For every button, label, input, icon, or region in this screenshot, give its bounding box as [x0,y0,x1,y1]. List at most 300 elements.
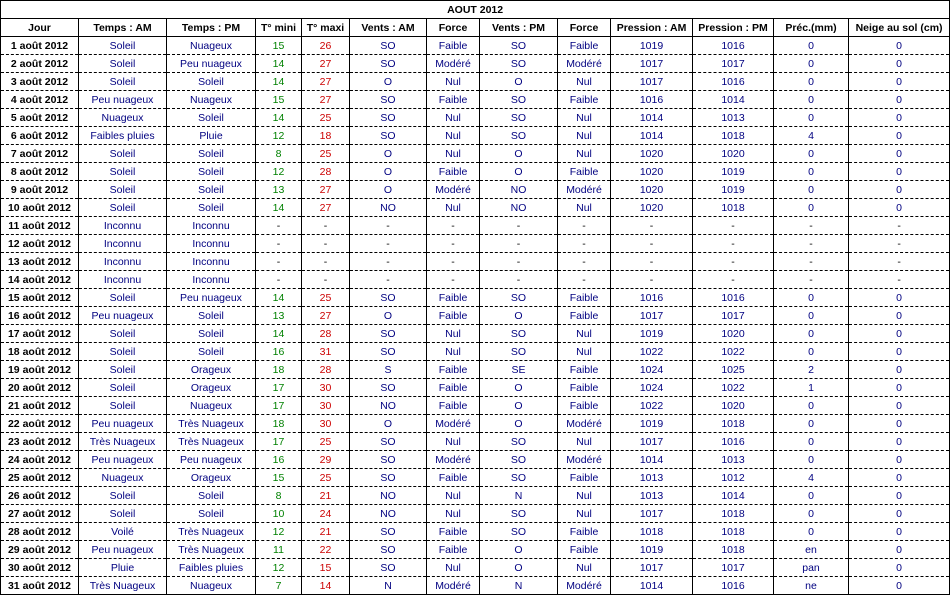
cell-pression-pm[interactable]: 1016 [693,433,774,451]
cell-vents-pm[interactable]: SE [480,361,558,379]
cell-force-pm[interactable]: - [558,217,611,235]
cell-vents-am[interactable]: SO [350,55,427,73]
cell-force-am[interactable]: Faible [427,37,480,55]
cell-precipitation[interactable]: - [774,271,849,289]
cell-temps-pm[interactable]: Inconnu [167,253,256,271]
cell-jour[interactable]: 19 août 2012 [1,361,79,379]
cell-force-pm[interactable]: - [558,253,611,271]
cell-force-am[interactable]: Modéré [427,577,480,595]
cell-temps-am[interactable]: Peu nuageux [79,415,167,433]
cell-force-pm[interactable]: Faible [558,37,611,55]
cell-pression-pm[interactable]: 1017 [693,55,774,73]
header-tmax[interactable]: T° maxi [302,19,350,37]
cell-tmin[interactable]: 14 [256,73,302,91]
cell-temps-pm[interactable]: Inconnu [167,271,256,289]
cell-precipitation[interactable]: 0 [774,145,849,163]
cell-jour[interactable]: 9 août 2012 [1,181,79,199]
cell-temps-am[interactable]: Très Nuageux [79,433,167,451]
cell-tmin[interactable]: 17 [256,397,302,415]
cell-precipitation[interactable]: 0 [774,109,849,127]
cell-vents-am[interactable]: NO [350,199,427,217]
cell-temps-am[interactable]: Inconnu [79,253,167,271]
cell-temps-pm[interactable]: Orageux [167,469,256,487]
cell-force-pm[interactable]: Nul [558,559,611,577]
cell-temps-pm[interactable]: Très Nuageux [167,541,256,559]
cell-jour[interactable]: 13 août 2012 [1,253,79,271]
cell-neige[interactable]: - [849,253,950,271]
cell-temps-pm[interactable]: Très Nuageux [167,433,256,451]
cell-temps-pm[interactable]: Soleil [167,145,256,163]
cell-force-am[interactable]: Modéré [427,55,480,73]
cell-pression-pm[interactable]: - [693,235,774,253]
cell-force-pm[interactable]: Faible [558,523,611,541]
cell-vents-am[interactable]: O [350,181,427,199]
cell-force-pm[interactable]: Faible [558,541,611,559]
cell-temps-am[interactable]: Très Nuageux [79,577,167,595]
cell-temps-pm[interactable]: Peu nuageux [167,289,256,307]
cell-temps-am[interactable]: Inconnu [79,217,167,235]
cell-force-pm[interactable]: Nul [558,199,611,217]
cell-pression-am[interactable]: 1014 [611,127,693,145]
cell-tmax[interactable]: 29 [302,451,350,469]
cell-vents-pm[interactable]: SO [480,127,558,145]
cell-pression-pm[interactable]: 1025 [693,361,774,379]
cell-force-am[interactable]: - [427,217,480,235]
cell-jour[interactable]: 25 août 2012 [1,469,79,487]
cell-pression-am[interactable]: 1020 [611,163,693,181]
cell-vents-am[interactable]: SO [350,379,427,397]
cell-jour[interactable]: 7 août 2012 [1,145,79,163]
cell-temps-am[interactable]: Soleil [79,163,167,181]
cell-force-am[interactable]: - [427,235,480,253]
cell-pression-am[interactable]: 1024 [611,361,693,379]
cell-temps-pm[interactable]: Peu nuageux [167,451,256,469]
cell-force-am[interactable]: - [427,271,480,289]
cell-pression-pm[interactable]: 1019 [693,163,774,181]
cell-force-pm[interactable]: Modéré [558,181,611,199]
cell-force-am[interactable]: Faible [427,541,480,559]
cell-temps-pm[interactable]: Nuageux [167,397,256,415]
cell-force-pm[interactable]: Nul [558,325,611,343]
cell-pression-pm[interactable]: 1022 [693,343,774,361]
cell-tmin[interactable]: 12 [256,559,302,577]
cell-vents-pm[interactable]: SO [480,433,558,451]
cell-vents-pm[interactable]: SO [480,325,558,343]
cell-pression-pm[interactable]: 1018 [693,199,774,217]
cell-tmax[interactable]: 28 [302,163,350,181]
cell-vents-pm[interactable]: O [480,541,558,559]
cell-vents-pm[interactable]: O [480,73,558,91]
cell-precipitation[interactable]: 0 [774,523,849,541]
cell-vents-pm[interactable]: SO [480,289,558,307]
cell-vents-am[interactable]: NO [350,397,427,415]
cell-temps-pm[interactable]: Soleil [167,199,256,217]
header-pression-pm[interactable]: Pression : PM [693,19,774,37]
cell-vents-am[interactable]: O [350,73,427,91]
cell-pression-pm[interactable]: 1014 [693,487,774,505]
cell-force-am[interactable]: Nul [427,109,480,127]
cell-tmin[interactable]: - [256,253,302,271]
cell-temps-am[interactable]: Soleil [79,181,167,199]
cell-neige[interactable]: 0 [849,505,950,523]
cell-temps-pm[interactable]: Soleil [167,181,256,199]
cell-neige[interactable]: 0 [849,361,950,379]
cell-force-pm[interactable]: Faible [558,307,611,325]
cell-tmax[interactable]: - [302,271,350,289]
cell-temps-am[interactable]: Peu nuageux [79,451,167,469]
cell-pression-am[interactable]: 1017 [611,433,693,451]
cell-force-am[interactable]: Nul [427,325,480,343]
cell-neige[interactable]: 0 [849,289,950,307]
cell-tmin[interactable]: - [256,235,302,253]
cell-vents-am[interactable]: SO [350,451,427,469]
header-precipitation[interactable]: Préc.(mm) [774,19,849,37]
cell-temps-pm[interactable]: Inconnu [167,217,256,235]
cell-vents-pm[interactable]: SO [480,109,558,127]
cell-vents-pm[interactable]: O [480,379,558,397]
cell-temps-am[interactable]: Soleil [79,325,167,343]
cell-temps-pm[interactable]: Très Nuageux [167,523,256,541]
cell-vents-am[interactable]: - [350,235,427,253]
cell-tmin[interactable]: 15 [256,37,302,55]
cell-tmax[interactable]: 15 [302,559,350,577]
cell-force-pm[interactable]: - [558,271,611,289]
cell-force-am[interactable]: Nul [427,433,480,451]
cell-pression-am[interactable]: 1016 [611,91,693,109]
cell-vents-pm[interactable]: SO [480,91,558,109]
cell-neige[interactable]: 0 [849,307,950,325]
cell-tmax[interactable]: 27 [302,73,350,91]
cell-vents-am[interactable]: SO [350,91,427,109]
cell-vents-am[interactable]: - [350,253,427,271]
cell-pression-am[interactable]: - [611,271,693,289]
cell-force-am[interactable]: Modéré [427,181,480,199]
cell-vents-am[interactable]: S [350,361,427,379]
cell-force-am[interactable]: Nul [427,559,480,577]
cell-pression-am[interactable]: 1014 [611,109,693,127]
cell-pression-pm[interactable]: 1018 [693,127,774,145]
cell-temps-pm[interactable]: Nuageux [167,577,256,595]
cell-jour[interactable]: 1 août 2012 [1,37,79,55]
cell-neige[interactable]: 0 [849,487,950,505]
cell-vents-am[interactable]: - [350,271,427,289]
cell-precipitation[interactable]: 0 [774,289,849,307]
cell-pression-pm[interactable]: 1018 [693,505,774,523]
cell-tmin[interactable]: 15 [256,469,302,487]
cell-precipitation[interactable]: 0 [774,451,849,469]
cell-temps-am[interactable]: Soleil [79,55,167,73]
cell-neige[interactable]: 0 [849,127,950,145]
cell-pression-pm[interactable]: 1018 [693,415,774,433]
cell-jour[interactable]: 24 août 2012 [1,451,79,469]
cell-pression-am[interactable]: 1016 [611,289,693,307]
cell-neige[interactable]: 0 [849,55,950,73]
cell-pression-am[interactable]: 1017 [611,73,693,91]
cell-pression-pm[interactable]: 1014 [693,91,774,109]
cell-force-am[interactable]: Nul [427,73,480,91]
cell-vents-pm[interactable]: N [480,487,558,505]
cell-pression-am[interactable]: - [611,235,693,253]
cell-jour[interactable]: 4 août 2012 [1,91,79,109]
cell-force-pm[interactable]: Nul [558,505,611,523]
cell-force-am[interactable]: Faible [427,523,480,541]
cell-vents-pm[interactable]: O [480,415,558,433]
cell-precipitation[interactable]: 0 [774,37,849,55]
cell-tmax[interactable]: 25 [302,145,350,163]
cell-vents-pm[interactable]: - [480,253,558,271]
cell-vents-am[interactable]: SO [350,37,427,55]
cell-pression-am[interactable]: 1017 [611,55,693,73]
cell-jour[interactable]: 21 août 2012 [1,397,79,415]
cell-tmax[interactable]: 25 [302,469,350,487]
cell-tmax[interactable]: 27 [302,307,350,325]
cell-pression-am[interactable]: 1024 [611,379,693,397]
cell-force-pm[interactable]: - [558,235,611,253]
cell-vents-am[interactable]: SO [350,559,427,577]
cell-force-am[interactable]: Nul [427,127,480,145]
cell-vents-pm[interactable]: O [480,559,558,577]
cell-tmin[interactable]: 14 [256,199,302,217]
cell-pression-am[interactable]: 1018 [611,523,693,541]
cell-pression-am[interactable]: 1020 [611,199,693,217]
cell-force-am[interactable]: Modéré [427,415,480,433]
cell-temps-pm[interactable]: Pluie [167,127,256,145]
cell-pression-pm[interactable]: 1016 [693,577,774,595]
cell-force-am[interactable]: Faible [427,91,480,109]
cell-tmax[interactable]: 28 [302,361,350,379]
cell-neige[interactable]: 0 [849,469,950,487]
cell-vents-am[interactable]: NO [350,487,427,505]
cell-force-am[interactable]: Nul [427,343,480,361]
cell-temps-pm[interactable]: Faibles pluies [167,559,256,577]
header-force-pm[interactable]: Force [558,19,611,37]
cell-temps-pm[interactable]: Nuageux [167,37,256,55]
cell-pression-pm[interactable]: 1020 [693,325,774,343]
cell-temps-am[interactable]: Faibles pluies [79,127,167,145]
cell-force-am[interactable]: Faible [427,397,480,415]
cell-temps-am[interactable]: Soleil [79,145,167,163]
cell-neige[interactable]: 0 [849,523,950,541]
cell-neige[interactable]: 0 [849,433,950,451]
cell-pression-am[interactable]: 1019 [611,37,693,55]
cell-jour[interactable]: 2 août 2012 [1,55,79,73]
cell-pression-pm[interactable]: - [693,253,774,271]
cell-precipitation[interactable]: 2 [774,361,849,379]
cell-tmax[interactable]: 18 [302,127,350,145]
cell-tmin[interactable]: 8 [256,487,302,505]
cell-vents-am[interactable]: SO [350,289,427,307]
cell-pression-pm[interactable]: 1013 [693,109,774,127]
cell-tmin[interactable]: 12 [256,523,302,541]
cell-tmax[interactable]: 14 [302,577,350,595]
cell-force-am[interactable]: Nul [427,145,480,163]
cell-neige[interactable]: 0 [849,397,950,415]
cell-precipitation[interactable]: 4 [774,127,849,145]
cell-force-pm[interactable]: Faible [558,361,611,379]
cell-pression-am[interactable]: 1019 [611,541,693,559]
cell-temps-pm[interactable]: Soleil [167,505,256,523]
cell-pression-am[interactable]: - [611,217,693,235]
cell-temps-pm[interactable]: Inconnu [167,235,256,253]
cell-tmin[interactable]: 17 [256,379,302,397]
cell-jour[interactable]: 12 août 2012 [1,235,79,253]
cell-neige[interactable]: 0 [849,145,950,163]
cell-jour[interactable]: 28 août 2012 [1,523,79,541]
cell-pression-pm[interactable]: 1018 [693,523,774,541]
cell-temps-pm[interactable]: Soleil [167,163,256,181]
cell-force-am[interactable]: Nul [427,199,480,217]
cell-pression-am[interactable]: 1013 [611,469,693,487]
cell-jour[interactable]: 14 août 2012 [1,271,79,289]
cell-tmin[interactable]: - [256,217,302,235]
cell-neige[interactable]: 0 [849,181,950,199]
cell-vents-am[interactable]: O [350,307,427,325]
cell-pression-am[interactable]: 1022 [611,397,693,415]
cell-vents-am[interactable]: O [350,145,427,163]
cell-precipitation[interactable]: - [774,217,849,235]
cell-tmax[interactable]: 27 [302,91,350,109]
header-vents-am[interactable]: Vents : AM [350,19,427,37]
cell-temps-am[interactable]: Soleil [79,487,167,505]
header-tmin[interactable]: T° mini [256,19,302,37]
cell-pression-am[interactable]: 1017 [611,505,693,523]
cell-neige[interactable]: 0 [849,415,950,433]
cell-precipitation[interactable]: en [774,541,849,559]
cell-vents-am[interactable]: SO [350,433,427,451]
cell-tmin[interactable]: 8 [256,145,302,163]
header-vents-pm[interactable]: Vents : PM [480,19,558,37]
cell-force-am[interactable]: Faible [427,163,480,181]
cell-temps-pm[interactable]: Très Nuageux [167,415,256,433]
cell-temps-am[interactable]: Soleil [79,343,167,361]
cell-jour[interactable]: 23 août 2012 [1,433,79,451]
cell-force-pm[interactable]: Faible [558,379,611,397]
cell-pression-am[interactable]: 1014 [611,451,693,469]
cell-vents-am[interactable]: N [350,577,427,595]
cell-temps-am[interactable]: Soleil [79,37,167,55]
cell-vents-pm[interactable]: NO [480,181,558,199]
cell-jour[interactable]: 17 août 2012 [1,325,79,343]
cell-pression-am[interactable]: 1017 [611,307,693,325]
header-pression-am[interactable]: Pression : AM [611,19,693,37]
cell-precipitation[interactable]: 0 [774,91,849,109]
cell-force-am[interactable]: Faible [427,307,480,325]
cell-pression-pm[interactable]: 1017 [693,559,774,577]
cell-jour[interactable]: 31 août 2012 [1,577,79,595]
cell-jour[interactable]: 22 août 2012 [1,415,79,433]
cell-tmin[interactable]: 18 [256,361,302,379]
cell-tmax[interactable]: 25 [302,289,350,307]
cell-temps-am[interactable]: Pluie [79,559,167,577]
cell-neige[interactable]: 0 [849,343,950,361]
cell-precipitation[interactable]: 0 [774,325,849,343]
cell-tmin[interactable]: 14 [256,109,302,127]
cell-precipitation[interactable]: 0 [774,199,849,217]
cell-force-am[interactable]: Nul [427,505,480,523]
cell-jour[interactable]: 26 août 2012 [1,487,79,505]
cell-force-pm[interactable]: Faible [558,289,611,307]
cell-precipitation[interactable]: 0 [774,181,849,199]
cell-vents-pm[interactable]: SO [480,523,558,541]
cell-vents-pm[interactable]: - [480,271,558,289]
cell-tmax[interactable]: 21 [302,487,350,505]
cell-force-pm[interactable]: Nul [558,343,611,361]
header-neige[interactable]: Neige au sol (cm) [849,19,950,37]
cell-force-pm[interactable]: Faible [558,91,611,109]
cell-jour[interactable]: 16 août 2012 [1,307,79,325]
cell-jour[interactable]: 5 août 2012 [1,109,79,127]
cell-neige[interactable]: 0 [849,451,950,469]
cell-temps-pm[interactable]: Soleil [167,307,256,325]
cell-jour[interactable]: 27 août 2012 [1,505,79,523]
cell-neige[interactable]: 0 [849,91,950,109]
cell-neige[interactable]: 0 [849,577,950,595]
cell-pression-am[interactable]: 1014 [611,577,693,595]
cell-vents-pm[interactable]: SO [480,451,558,469]
cell-tmax[interactable]: 31 [302,343,350,361]
cell-vents-pm[interactable]: O [480,145,558,163]
cell-pression-am[interactable]: 1020 [611,181,693,199]
cell-force-pm[interactable]: Modéré [558,55,611,73]
cell-force-pm[interactable]: Modéré [558,577,611,595]
cell-pression-pm[interactable]: - [693,271,774,289]
cell-precipitation[interactable]: ne [774,577,849,595]
cell-vents-pm[interactable]: SO [480,37,558,55]
cell-jour[interactable]: 18 août 2012 [1,343,79,361]
cell-tmin[interactable]: 14 [256,325,302,343]
cell-force-pm[interactable]: Nul [558,145,611,163]
cell-neige[interactable]: - [849,235,950,253]
cell-precipitation[interactable]: - [774,235,849,253]
cell-vents-pm[interactable]: O [480,307,558,325]
cell-tmax[interactable]: 30 [302,397,350,415]
cell-tmin[interactable]: 16 [256,343,302,361]
cell-pression-pm[interactable]: 1012 [693,469,774,487]
cell-temps-am[interactable]: Soleil [79,361,167,379]
cell-neige[interactable]: - [849,271,950,289]
cell-precipitation[interactable]: 0 [774,505,849,523]
cell-temps-am[interactable]: Nuageux [79,109,167,127]
cell-temps-pm[interactable]: Orageux [167,379,256,397]
cell-pression-pm[interactable]: 1017 [693,307,774,325]
cell-force-pm[interactable]: Nul [558,487,611,505]
cell-precipitation[interactable]: 0 [774,415,849,433]
cell-vents-pm[interactable]: SO [480,505,558,523]
cell-temps-pm[interactable]: Soleil [167,343,256,361]
cell-neige[interactable]: 0 [849,163,950,181]
cell-neige[interactable]: 0 [849,559,950,577]
cell-force-am[interactable]: Faible [427,289,480,307]
cell-jour[interactable]: 3 août 2012 [1,73,79,91]
cell-tmax[interactable]: 24 [302,505,350,523]
cell-temps-am[interactable]: Soleil [79,289,167,307]
cell-force-pm[interactable]: Faible [558,163,611,181]
cell-temps-am[interactable]: Soleil [79,397,167,415]
cell-neige[interactable]: 0 [849,325,950,343]
cell-jour[interactable]: 8 août 2012 [1,163,79,181]
cell-vents-pm[interactable]: O [480,397,558,415]
cell-force-am[interactable]: Faible [427,379,480,397]
cell-vents-pm[interactable]: - [480,235,558,253]
cell-tmax[interactable]: 28 [302,325,350,343]
cell-tmin[interactable]: 15 [256,91,302,109]
cell-neige[interactable]: 0 [849,109,950,127]
cell-vents-pm[interactable]: - [480,217,558,235]
cell-temps-am[interactable]: Peu nuageux [79,541,167,559]
cell-vents-am[interactable]: SO [350,469,427,487]
cell-jour[interactable]: 10 août 2012 [1,199,79,217]
cell-temps-am[interactable]: Inconnu [79,271,167,289]
